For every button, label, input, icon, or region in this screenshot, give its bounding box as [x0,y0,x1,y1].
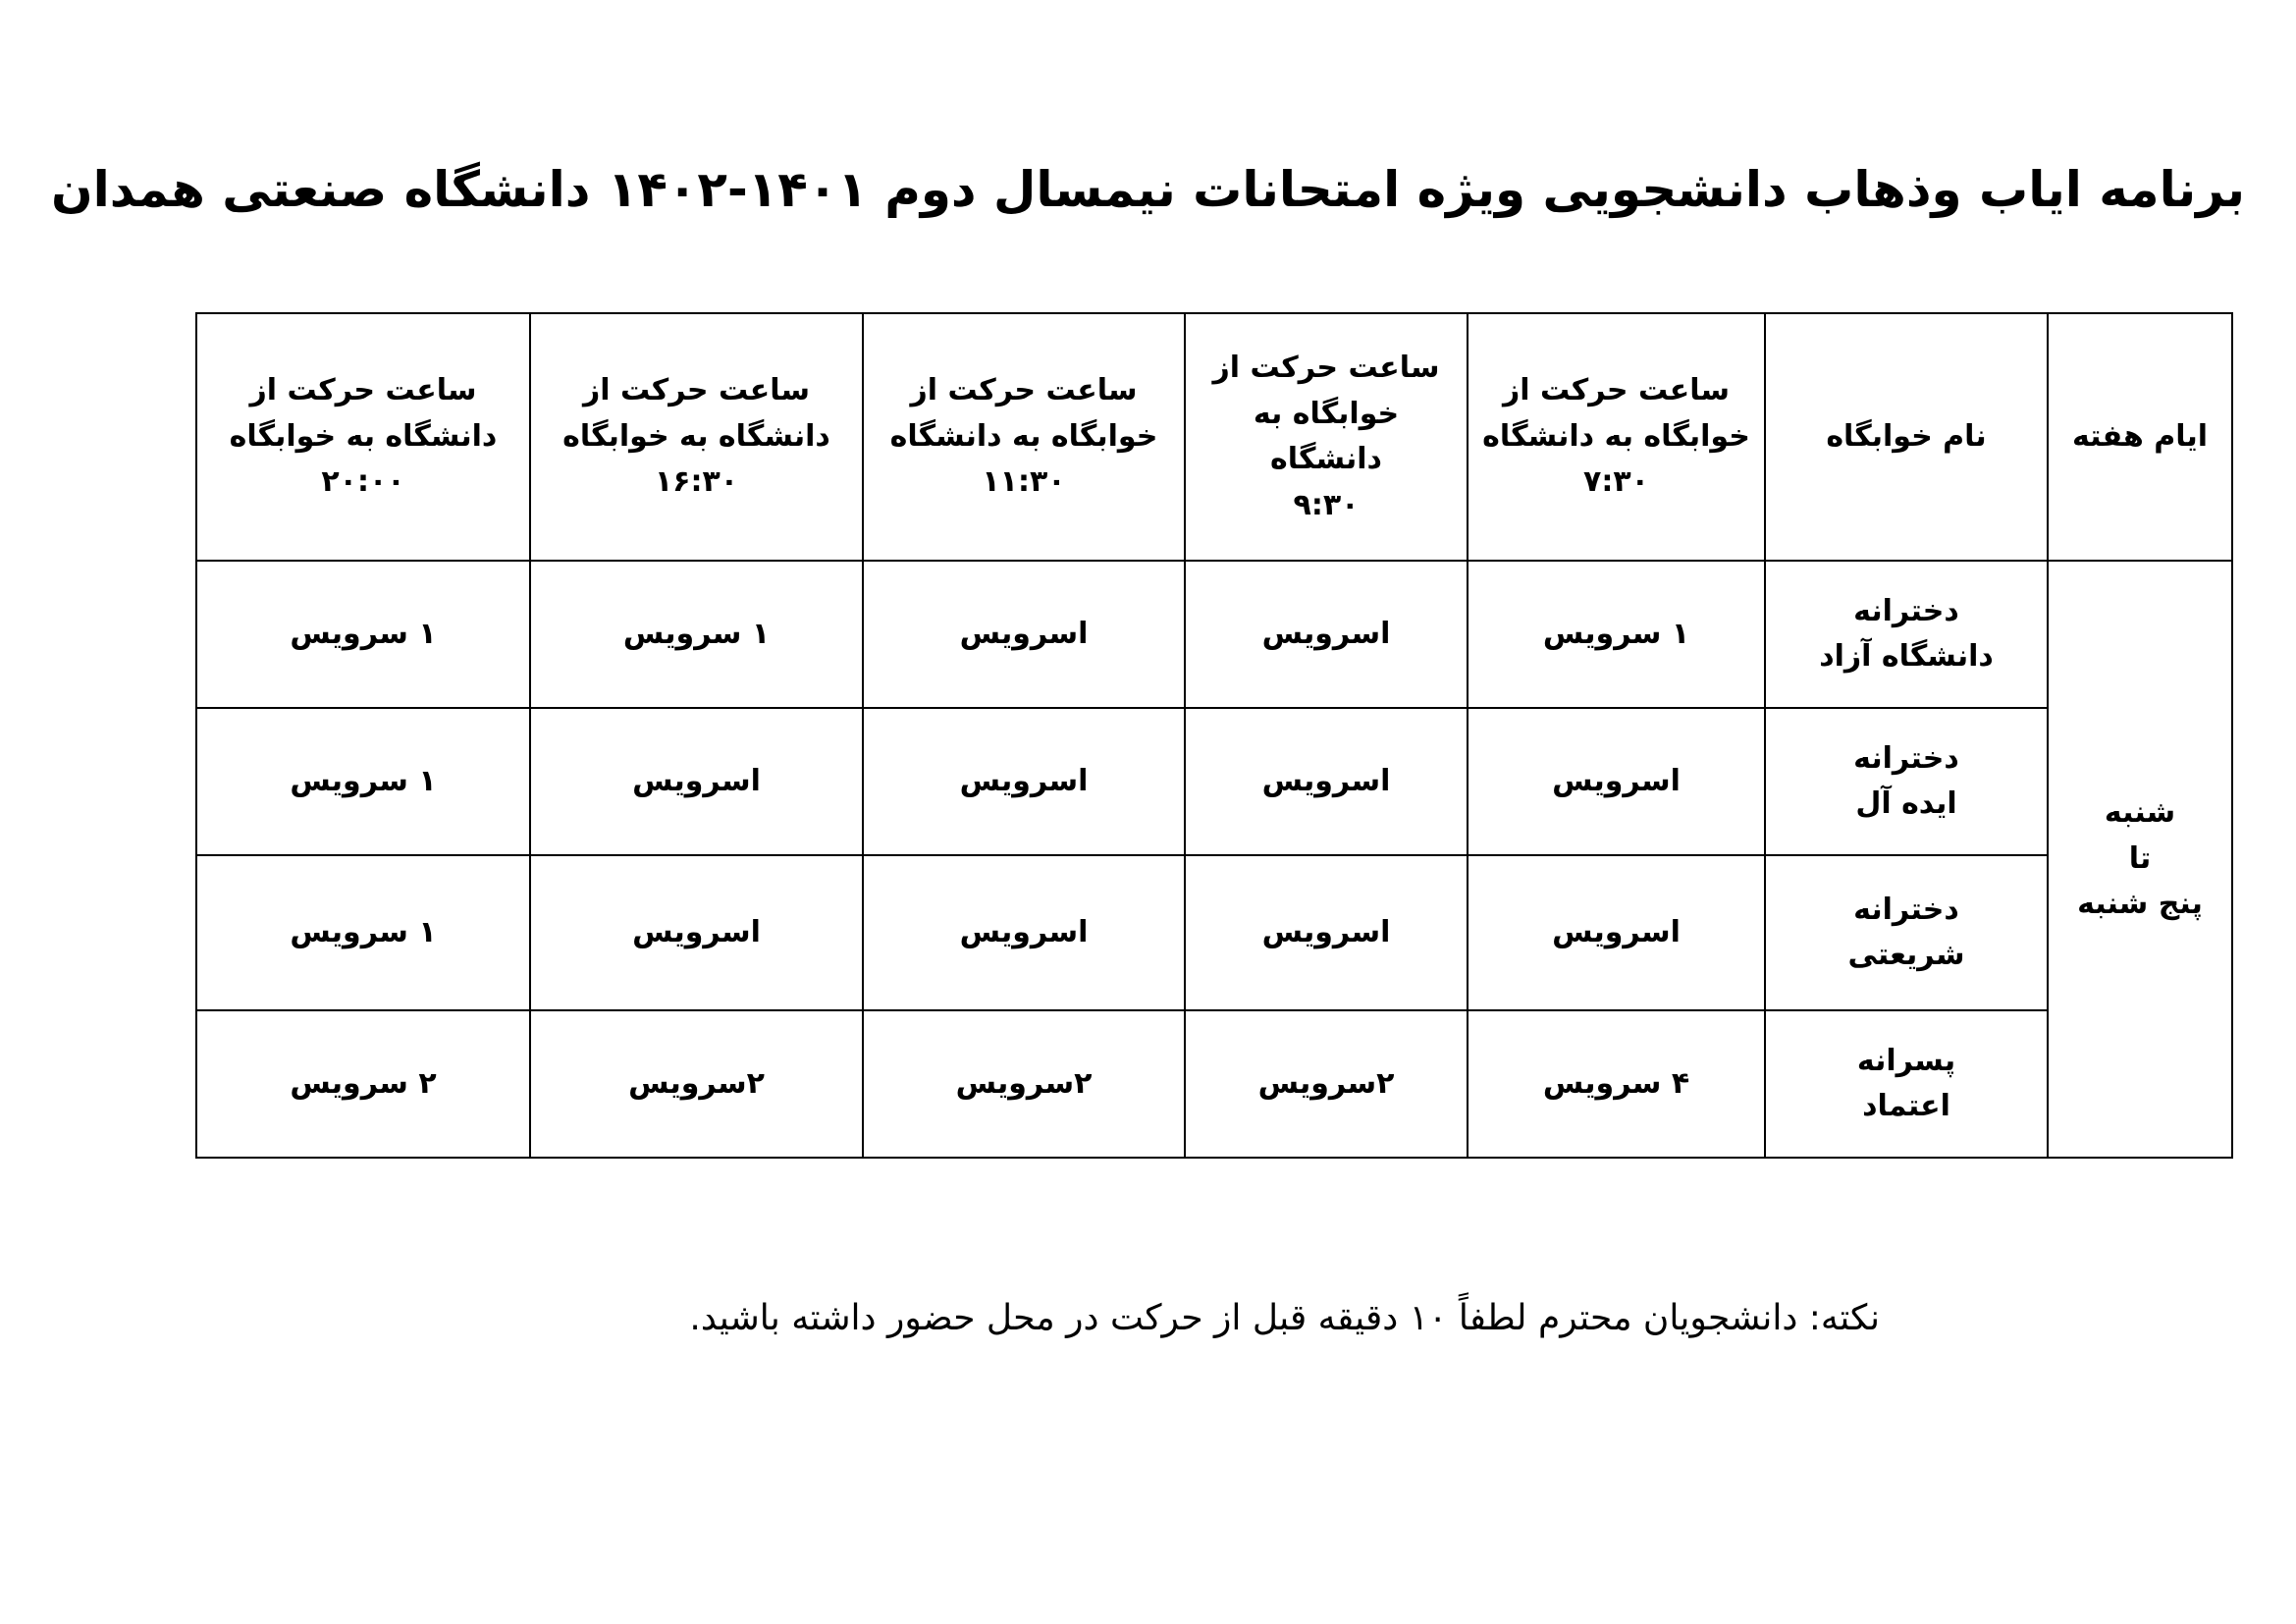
service-cell: ۱ سرویس [196,855,530,1010]
dorm-cell [1765,1010,2048,1158]
table-header-row [196,313,2232,561]
service-cell: اسرویس [1185,561,1468,708]
service-cell: اسرویس [863,855,1185,1010]
header-time-1130 [863,313,1185,561]
service-cell: اسرویس [863,708,1185,855]
table-row [196,561,2232,708]
dorm-cell [1765,855,2048,1010]
service-cell: ۲سرویس [530,1010,863,1158]
footnote: نکته: دانشجویان محترم لطفاً ۱۰ دقیقه قبل از حرکت در محل حضور داشته باشید. [689,1298,1880,1338]
service-cell: ۱ سرویس [1468,561,1765,708]
header-label: خوابگاه به دانشگاه [889,418,1158,454]
service-cell: ۱ سرویس [530,561,863,708]
header-time-0930 [1185,313,1468,561]
header-time: ۷:۳۰ [1583,464,1649,500]
header-label: خوابگاه به دانشگاه [1482,418,1750,454]
service-cell: ۲سرویس [863,1010,1185,1158]
header-time: ۱۱:۳۰ [982,464,1066,500]
dorm-cell [1765,561,2048,708]
dorm-cell [1765,708,2048,855]
service-cell: ۴ سرویس [1468,1010,1765,1158]
header-label: ساعت حرکت از [910,373,1138,408]
service-cell: ۲ سرویس [196,1010,530,1158]
header-time: ۲۰:۰۰ [321,464,405,500]
service-cell: ۱ سرویس [196,561,530,708]
service-cell: ۱ سرویس [196,708,530,855]
dorm-type: دخترانه [1853,593,1959,628]
service-cell: اسرویس [1468,708,1765,855]
dorm-name: شریعتی [1847,938,1965,972]
service-cell: اسرویس [530,708,863,855]
header-time-1630 [530,313,863,561]
header-label: دانشگاه به خوابگاه [562,418,830,454]
header-label: ساعت حرکت از [1212,351,1440,385]
service-cell: اسرویس [863,561,1185,708]
days-cell [2048,561,2232,1158]
service-cell: ۲سرویس [1185,1010,1468,1158]
shuttle-schedule-table [195,312,2233,1159]
header-time-0730 [1468,313,1765,561]
header-label: دانشگاه به خوابگاه [229,418,498,454]
dorm-name: اعتماد [1862,1089,1950,1123]
header-time: ۹:۳۰ [1293,487,1360,522]
days-label: تا [2128,840,2152,876]
service-cell: اسرویس [1185,855,1468,1010]
dorm-type: پسرانه [1856,1043,1956,1078]
page-title: برنامه ایاب وذهاب دانشجویی ویژه امتحانات نیمسال دوم ۱۴۰۱-۱۴۰۲ دانشگاه صنعتی همدان [50,161,2246,218]
service-cell: اسرویس [1185,708,1468,855]
header-time: ۱۶:۳۰ [654,464,739,500]
days-label: پنج شنبه [2077,887,2203,922]
dorm-type: دخترانه [1853,740,1959,776]
dorm-name: ایده آل [1855,786,1957,821]
header-days: ایام هفته [2048,313,2232,561]
days-label: شنبه [2104,795,2176,831]
header-label: ساعت حرکت از [1503,373,1730,408]
header-label: ساعت حرکت از [583,373,810,408]
table-row [196,855,2232,1010]
dorm-type: دخترانه [1853,892,1959,927]
service-cell: اسرویس [1468,855,1765,1010]
service-cell: اسرویس [530,855,863,1010]
header-dorm-name: نام خوابگاه [1765,313,2048,561]
header-label: خوابگاه به دانشگاه [1253,396,1400,476]
table-row [196,708,2232,855]
header-time-2000 [196,313,530,561]
dorm-name: دانشگاه آزاد [1819,639,1994,674]
header-label: ساعت حرکت از [249,373,477,408]
table-row [196,1010,2232,1158]
